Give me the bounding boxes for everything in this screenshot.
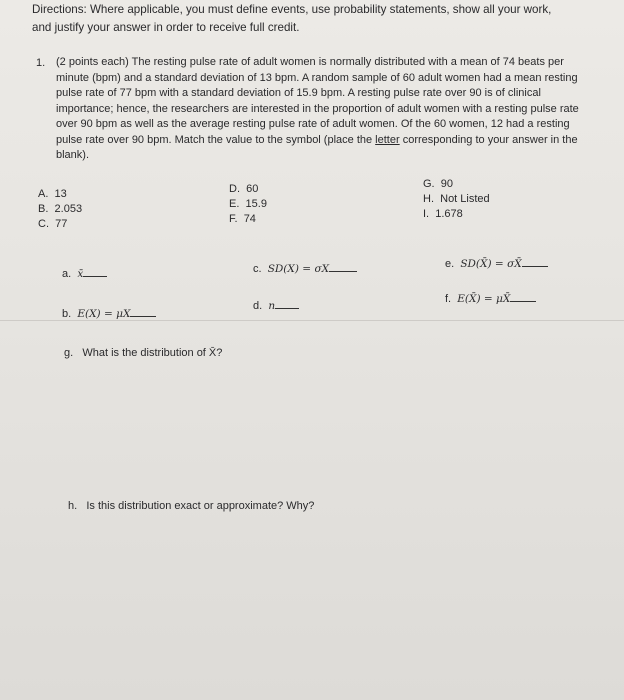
answer-blank-a[interactable] <box>83 267 107 277</box>
option-value: 60 <box>246 183 259 195</box>
option-value: 13 <box>54 188 67 200</box>
option-letter: F. <box>229 213 238 225</box>
subpart-label: a. <box>62 268 72 280</box>
subpart-expression: n <box>268 300 276 312</box>
option-h <box>423 192 490 207</box>
question-text-emphasis: letter <box>375 133 400 146</box>
directions-text: Directions: Where applicable, you must define events, use probability statements, show all your work, and justify your answer in order to receive full credit. <box>32 3 552 34</box>
option-value: 1.678 <box>435 208 463 220</box>
subpart-expression: SD(X) = σX <box>267 263 330 275</box>
question-text <box>56 55 581 164</box>
answer-blank-b[interactable] <box>130 307 156 317</box>
subpart-expression: E(X̄) = μX̄ <box>457 293 511 305</box>
option-letter: C. <box>38 218 49 230</box>
option-value: 74 <box>243 213 256 225</box>
subpart-label: h. <box>68 500 78 512</box>
option-a <box>38 187 67 202</box>
option-e <box>229 197 267 212</box>
subpart-label: e. <box>445 258 455 270</box>
option-value: 2.053 <box>54 203 83 215</box>
option-c <box>38 217 67 232</box>
option-letter: I. <box>423 208 430 220</box>
subpart-expression: E(X) = μX <box>77 308 131 320</box>
question-text-after: corresponding to your answer in the blank). <box>56 133 578 161</box>
option-value: Not Listed <box>440 193 490 205</box>
option-f <box>229 212 256 227</box>
question-text-before: (2 points each) The resting pulse rate of adult women is normally distributed with a mean of 74 beats per minute (bpm) and a standard deviation of 13 bpm. A random sample of 60 adult women had a mean resting pulse rate of 77 bpm with a standard deviation of 15.9 bpm. A resting pulse rate over 90 is of clinical importance; hence, the researchers are interested in the proportion of adult women with a resting pulse rate over 90 bpm as well as the average resting pulse rate of adult women. Of the 60 women, 12 had a resting pulse rate over 90 bpm. Match the value to the symbol (place the <box>56 56 579 146</box>
option-b <box>38 202 82 217</box>
answer-blank-d[interactable] <box>275 299 299 309</box>
option-value: 90 <box>440 178 453 190</box>
subpart-question: What is the distribution of X̄? <box>82 347 223 359</box>
option-letter: H. <box>423 193 434 205</box>
question-number: 1. <box>36 57 46 69</box>
subpart-f <box>445 292 536 305</box>
subpart-g <box>64 347 222 359</box>
option-letter: B. <box>38 203 49 215</box>
option-i <box>423 207 463 222</box>
subpart-label: c. <box>253 263 262 275</box>
option-d <box>229 182 258 197</box>
option-g <box>423 177 453 192</box>
paper-fold <box>0 320 624 321</box>
subpart-e <box>445 257 548 270</box>
subpart-c <box>253 262 357 275</box>
subpart-label: b. <box>62 308 72 320</box>
option-letter: A. <box>38 188 49 200</box>
subpart-b <box>62 307 156 320</box>
answer-blank-e[interactable] <box>522 257 548 267</box>
subpart-a <box>62 267 107 280</box>
answer-blank-c[interactable] <box>329 262 357 272</box>
option-letter: D. <box>229 183 240 195</box>
subpart-d <box>253 299 299 312</box>
subpart-label: g. <box>64 347 74 359</box>
option-value: 15.9 <box>245 198 267 210</box>
subpart-question: Is this distribution exact or approximate? Why? <box>86 500 315 512</box>
subpart-expression: x̄ <box>77 268 84 280</box>
subpart-label: d. <box>253 300 263 312</box>
option-letter: E. <box>229 198 240 210</box>
subpart-label: f. <box>445 293 452 305</box>
option-value: 77 <box>55 218 68 230</box>
subpart-expression: SD(X̄) = σX̄ <box>460 258 522 270</box>
subpart-h <box>68 500 314 512</box>
answer-blank-f[interactable] <box>510 292 536 302</box>
option-letter: G. <box>423 178 435 190</box>
